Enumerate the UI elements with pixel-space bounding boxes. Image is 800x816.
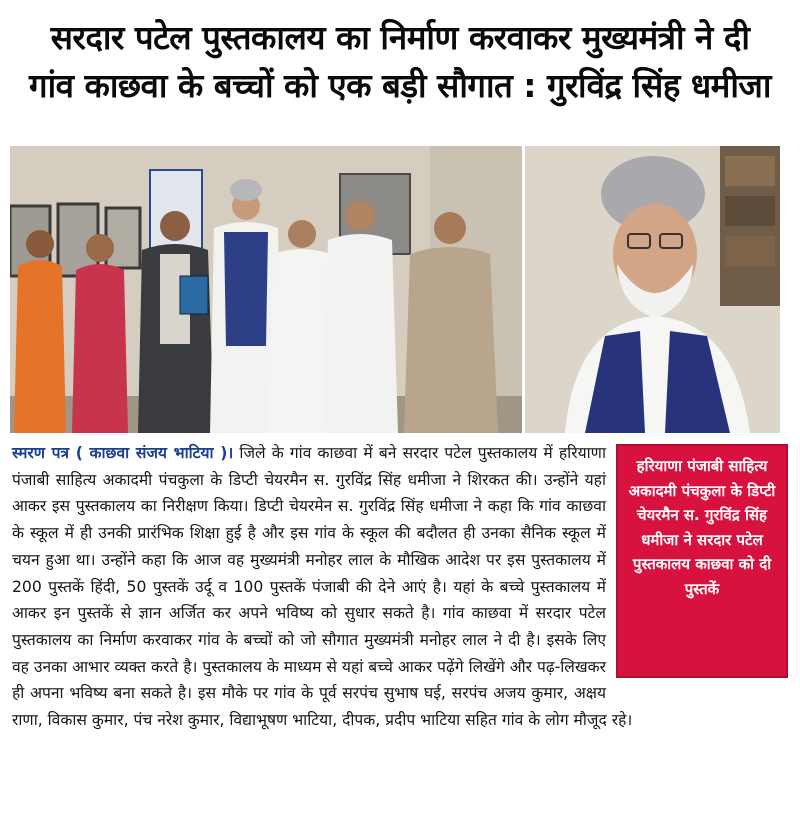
article-dateline: स्मरण पत्र ( काछवा संजय भाटिया )। [12,444,234,462]
group-photo [10,146,522,433]
portrait-photo-illustration [525,146,780,433]
highlight-box-text: हरियाणा पंजाबी साहित्य अकादमी पंचकुला के डिप्टी चेयरमैन स. गुरविंद्र सिंह धमीजा ने सरदार पटेल पुस्तकालय काछवा को दी पुस्तकें [628,457,776,598]
headline-line-2: गांव काछवा के बच्चों को एक बड़ी सौगात : गुरविंद्र सिंह धमीजा [29,66,771,105]
group-photo-illustration [10,146,522,433]
article-body [12,440,788,734]
article-text: जिले के गांव काछवा में बने सरदार पटेल पुस्तकालय में हरियाणा पंजाबी साहित्य अकादमी पंचकुला के डिप्टी चेयरमैन स. गुरविंद्र सिंह धमीजा ने शिरकत की। उन्होंने यहां आकर इस पुस्तकालय का निरीक्षण किया। डिप्टी चेयरमेन स. गुरविंद्र सिंह धमीजा ने कहा कि गांव काछवा के स्कूल में ही उनकी प्रारंभिक शिक्षा हुई है और इस गांव के स्कूल की बदौलत ही उनका सैनिक स्कूल में चयन हुआ था। उन्होंने कहा कि आज वह मुख्यमंत्री मनोहर लाल के मौखिक आदेश पर इस पुस्तकालय में 200 पुस्तकें हिंदी, 50 पुस्तकें उर्दू व 100 पुस्तकें पंजाबी की देने आएं है। यहां के बच्चे पुस्तकालय में आकर इन पुस्तकें से ज्ञान अर्जित कर अपने भविष्य को सुधार सकते है। गांव काछवा में सरदार पटेल पुस्तकालय का निर्माण करवाकर गांव के बच्चों को जो सौगात मुख्यमंत्री मनोहर लाल ने दी है। इसके लिए वह उनका आभार व्यक्त करते है। पुस्तकालय के माध्यम से यहां बच्चे आकर पढ़ेंगे लिखेंगे और पढ़-लिखकर ही अपना भविष्य बना सकते है। इस मौके पर गांव के पूर्व सरपंच सुभाष घई, सरपंच अजय कुमार, अक्षय राणा, विकास कुमार, पंच नरेश कुमार, विद्याभूषण भाटिया, दीपक, प्रदीप भाटिया सहित गांव के लोग मौजूद रहे। [12,444,633,730]
headline [12,14,788,110]
portrait-photo [525,146,780,433]
highlight-box [616,444,788,678]
headline-line-1: सरदार पटेल पुस्तकालय का निर्माण करवाकर मुख्यमंत्री ने दी [50,18,750,57]
photo-row [10,146,780,433]
